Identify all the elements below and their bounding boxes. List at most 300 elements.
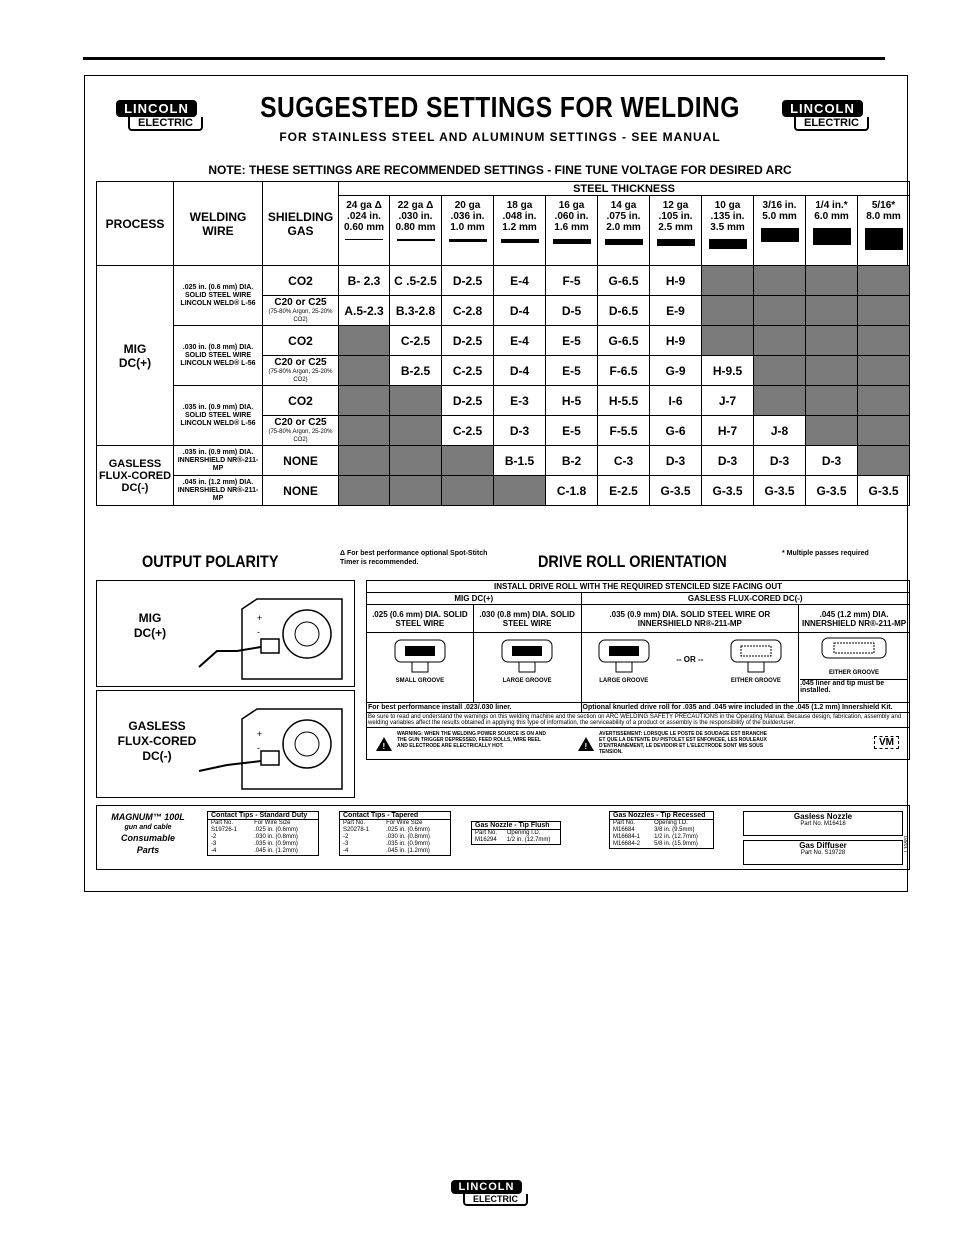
gas-c20-note: (75-80% Argon, 25-20% CO2) <box>268 429 333 443</box>
lincoln-logo-right <box>776 100 869 131</box>
setting-cell: B- 2.3 <box>339 266 390 296</box>
table-title: Gas Nozzles - Tip Recessed <box>610 812 714 820</box>
gauge-l3: 2.0 mm <box>606 222 641 233</box>
polarity-gasless-label: GASLESS FLUX-CORED DC(-) <box>117 719 197 763</box>
gas-c20-note: (75-80% Argon, 25-20% CO2) <box>268 369 333 383</box>
setting-cell <box>858 326 910 356</box>
parts-line3: Consumable <box>120 833 175 843</box>
gauge-header <box>650 196 702 266</box>
wire-cell: .030 in. (0.8 mm) DIA. SOLID STEEL WIRE LINCOLN WELD® L-56 <box>174 326 263 386</box>
drive-col-025: .025 (0.6 mm) DIA. SOLID STEEL WIRE <box>367 605 474 633</box>
setting-cell <box>858 266 910 296</box>
consumable-parts-panel <box>96 805 910 870</box>
page-title: SUGGESTED SETTINGS FOR WELDING <box>260 92 740 124</box>
gauge-header <box>754 196 806 266</box>
col-part-no: Part No. <box>475 830 498 836</box>
gauge-l2: 8.0 mm <box>866 211 901 222</box>
setting-cell <box>702 326 754 356</box>
gasless-nozzle-part: Part No. M16418 <box>800 821 846 827</box>
parts-cell: M16684-1 <box>613 834 641 840</box>
logo-text-bottom: ELECTRIC <box>128 117 203 131</box>
groove-label: EITHER GROOVE <box>730 678 781 684</box>
header-wire: WELDING WIRE <box>174 182 263 266</box>
gas-cell: CO2 <box>263 386 339 416</box>
setting-cell <box>754 266 806 296</box>
setting-cell: C-2.8 <box>442 296 494 326</box>
setting-cell: G-6.5 <box>598 266 650 296</box>
setting-cell <box>754 326 806 356</box>
polarity-gasless-panel <box>96 690 355 798</box>
col-part-no: Part No. <box>613 820 636 826</box>
thickness-bar <box>865 228 903 250</box>
polarity-mig-label: MIG DC(+) <box>133 611 167 640</box>
setting-cell: G-3.5 <box>650 476 702 506</box>
warning-label: WARNING: <box>397 731 423 737</box>
parts-row <box>208 848 319 856</box>
setting-cell: F-5.5 <box>598 416 650 446</box>
setting-cell: D-3 <box>806 446 858 476</box>
drive-col-030: .030 (0.8 mm) DIA. SOLID STEEL WIRE <box>473 605 581 633</box>
setting-cell: H-9 <box>650 266 702 296</box>
process-gasless: GASLESS FLUX-CORED DC(-) <box>97 446 174 506</box>
avert-label: AVERTISSEMENT: <box>599 731 643 737</box>
gauge-l1: 22 ga Δ <box>397 200 434 211</box>
drive-roll-img-large <box>473 633 581 703</box>
groove-label: LARGE GROOVE <box>599 678 649 684</box>
thickness-bar <box>397 239 435 241</box>
setting-cell: J-8 <box>754 416 806 446</box>
gauge-l3: 1.6 mm <box>554 222 589 233</box>
setting-cell: H-5 <box>546 386 598 416</box>
or-separator: -- OR -- <box>676 655 704 664</box>
svg-text:!: ! <box>584 742 588 751</box>
setting-cell: G-3.5 <box>858 476 910 506</box>
setting-cell <box>702 296 754 326</box>
gauge-l1: 14 ga <box>610 200 637 211</box>
gauge-l2: .060 in. <box>554 211 589 222</box>
output-polarity-title: OUTPUT POLARITY <box>142 552 279 571</box>
setting-cell <box>806 386 858 416</box>
drive-roll-icon <box>726 634 786 676</box>
thickness-bar <box>761 228 799 242</box>
setting-cell <box>806 266 858 296</box>
setting-cell: E-5 <box>546 326 598 356</box>
setting-cell: J-7 <box>702 386 754 416</box>
drive-roll-icon <box>497 634 557 676</box>
gas-diffuser-part: Part No. S19728 <box>800 850 846 856</box>
table-body <box>610 827 714 849</box>
gauge-l3: 0.80 mm <box>395 222 436 233</box>
gasless-nozzle-title: Gasless Nozzle <box>793 812 853 821</box>
svg-text:-: - <box>257 743 260 753</box>
logo-text-bottom: ELECTRIC <box>463 1194 528 1206</box>
setting-cell: C-3 <box>598 446 650 476</box>
drive-roll-icon <box>594 634 654 676</box>
parts-cell: .045 in. (1.2mm) <box>386 848 430 854</box>
gasless-nozzle-box <box>743 811 903 836</box>
col-part-no: Part No. <box>211 820 234 826</box>
setting-cell <box>339 356 390 386</box>
settings-row <box>97 476 910 506</box>
setting-cell <box>858 416 910 446</box>
drive-roll-img-035 <box>581 633 799 703</box>
parts-row <box>340 834 451 841</box>
parts-line2: gun and cable <box>124 824 172 831</box>
parts-row <box>208 834 319 841</box>
thickness-bar <box>709 239 747 249</box>
parts-cell: 1/2 in. (12.7mm) <box>654 834 698 840</box>
col-wire-size: For Wire Size <box>386 820 423 826</box>
parts-cell: 3/8 in. (9.5mm) <box>654 827 695 833</box>
setting-cell <box>754 296 806 326</box>
contact-tips-tapered-table <box>339 811 451 856</box>
setting-cell: E-2.5 <box>598 476 650 506</box>
vm-mark: VM <box>874 736 899 749</box>
setting-cell <box>339 416 390 446</box>
table-body <box>208 827 319 856</box>
setting-cell <box>806 356 858 386</box>
groove-label: SMALL GROOVE <box>395 678 445 684</box>
multiple-passes-note: * Multiple passes required <box>782 550 869 557</box>
setting-cell <box>702 266 754 296</box>
wire-cell: .025 in. (0.6 mm) DIA. SOLID STEEL WIRE LINCOLN WELD® L-56 <box>174 266 263 326</box>
gauge-l3: 3.5 mm <box>710 222 745 233</box>
table-title: Contact Tips - Tapered <box>340 812 451 820</box>
spot-stitch-footnote: Δ For best performance optional Spot-Stitch Timer is recommended. <box>340 550 488 566</box>
settings-row <box>97 446 910 476</box>
settings-row <box>97 326 910 356</box>
parts-cell: S19726-1 <box>211 827 238 833</box>
col-opening: Opening I.D. <box>654 820 688 826</box>
parts-cell: S20278-1 <box>343 827 370 833</box>
gas-c20-note: (75-80% Argon, 25-20% CO2) <box>268 309 333 323</box>
thickness-bar <box>345 239 383 240</box>
gauge-l2: .024 in. <box>347 211 381 222</box>
parts-cell: .025 in. (0.6mm) <box>386 827 430 833</box>
setting-cell <box>806 416 858 446</box>
settings-row <box>97 386 910 416</box>
setting-cell: C-2.5 <box>442 356 494 386</box>
table-title: Contact Tips - Standard Duty <box>208 812 319 820</box>
setting-cell <box>390 416 442 446</box>
lincoln-logo-footer <box>445 1180 528 1206</box>
gauge-l1: 18 ga <box>506 200 533 211</box>
gas-cell <box>263 416 339 446</box>
groove-label: EITHER GROOVE <box>829 670 880 676</box>
parts-cell: -4 <box>343 848 349 854</box>
setting-cell: B-2 <box>546 446 598 476</box>
drive-col-035: .035 (0.9 mm) DIA. SOLID STEEL WIRE OR INNERSHIELD NR®-211-MP <box>581 605 799 633</box>
welder-diagram-mig <box>197 589 347 683</box>
thickness-bar <box>657 239 695 246</box>
gas-c20: C20 or C25 <box>274 357 327 368</box>
polarity-mig-panel <box>96 580 355 687</box>
drive-roll-title: DRIVE ROLL ORIENTATION <box>538 552 727 571</box>
setting-cell: D-2.5 <box>442 386 494 416</box>
gauge-l1: 12 ga <box>662 200 689 211</box>
wire-cell: .045 in. (1.2 mm) DIA. INNERSHIELD NR®-211-MP <box>174 476 263 506</box>
knurled-roll-note: Optional knurled drive roll for .035 and .045 wire included in the .045 (1.2 mm) Innershield Kit. <box>581 703 909 713</box>
parts-row <box>340 827 451 834</box>
parts-cell: M16294 <box>475 837 497 843</box>
gauge-header <box>494 196 546 266</box>
setting-cell: C-2.5 <box>390 326 442 356</box>
gauge-l3: 1.0 mm <box>450 222 485 233</box>
setting-cell: I-6 <box>650 386 702 416</box>
gauge-l2: 6.0 mm <box>814 211 849 222</box>
setting-cell <box>754 356 806 386</box>
header-process: PROCESS <box>97 182 174 266</box>
setting-cell: E-9 <box>650 296 702 326</box>
gauge-header <box>598 196 650 266</box>
setting-cell: E-4 <box>494 266 546 296</box>
setting-cell: E-5 <box>546 356 598 386</box>
gas-diffuser-box <box>743 840 903 865</box>
warning-strip <box>367 728 910 760</box>
gauge-l2: .105 in. <box>658 211 693 222</box>
gas-cell <box>263 296 339 326</box>
parts-row <box>610 841 714 849</box>
lincoln-logo-left <box>110 100 203 131</box>
gas-cell: CO2 <box>263 326 339 356</box>
gas-c20: C20 or C25 <box>274 417 327 428</box>
parts-cell: M16684 <box>613 827 635 833</box>
setting-cell: G-3.5 <box>702 476 754 506</box>
drive-col-045: .045 (1.2 mm) DIA. INNERSHIELD NR®-211-MP <box>799 605 910 633</box>
gas-c20: C20 or C25 <box>274 297 327 308</box>
thickness-bar <box>553 239 591 244</box>
logo-text-bottom: ELECTRIC <box>794 117 869 131</box>
thickness-bar <box>501 239 539 243</box>
parts-row <box>208 827 319 834</box>
gauge-l2: .075 in. <box>606 211 641 222</box>
gauge-l2: .036 in. <box>450 211 485 222</box>
parts-cell: .030 in. (0.8mm) <box>254 834 298 840</box>
gauge-l2: .135 in. <box>710 211 745 222</box>
setting-cell: G-9 <box>650 356 702 386</box>
gauge-l1: 5/16* <box>871 200 896 211</box>
setting-cell <box>339 476 390 506</box>
logo-text-top: LINCOLN <box>782 100 863 117</box>
gas-nozzle-recessed-table <box>609 811 714 849</box>
drive-roll-table <box>366 580 910 760</box>
parts-cell: M16684-2 <box>613 841 641 847</box>
gas-nozzle-flush-table <box>471 821 561 845</box>
gauge-l2: .030 in. <box>398 211 433 222</box>
parts-cell: .030 in. (0.8mm) <box>386 834 430 840</box>
drive-roll-icon <box>814 634 894 668</box>
setting-cell: C .5-2.5 <box>390 266 442 296</box>
svg-text:+: + <box>257 729 263 739</box>
setting-cell: H-7 <box>702 416 754 446</box>
parts-cell: .025 in. (0.6mm) <box>254 827 298 833</box>
part-code: L10881 <box>904 835 910 852</box>
setting-cell: C-2.5 <box>442 416 494 446</box>
gas-cell: CO2 <box>263 266 339 296</box>
setting-cell: G-3.5 <box>806 476 858 506</box>
parts-cell: .035 in. (0.9mm) <box>386 841 430 847</box>
warning-paragraph: Be sure to read and understand the warnings on this welding machine and the section on ARC WELDING SAFETY PRECAUTIONS in the Operating Manual. Because design, fabrication, assembly and welding variables affect the results obtained in applying this type of information, the serviceability of a product or assembly is the responsibility of the builder/user. <box>367 713 910 728</box>
parts-cell: -2 <box>343 834 349 840</box>
setting-cell <box>339 446 390 476</box>
setting-cell: D-2.5 <box>442 326 494 356</box>
parts-cell: -3 <box>211 841 217 847</box>
setting-cell: G-3.5 <box>754 476 806 506</box>
setting-cell <box>806 296 858 326</box>
parts-row <box>340 841 451 848</box>
avert-text: LORSQUE LE POSTE DE SOUDAGE EST BRANCHE ET QUE LA DETENTE DU PISTOLET EST ENFONCEE, LES ROULEAUX D'ENTRAINEMENT, LE DEVIDOIR ET L'ELECTRODE SONT MIS SOUS TENSION. <box>599 731 767 755</box>
parts-cell: 5/8 in. (15.9mm) <box>654 841 698 847</box>
gauge-l1: 24 ga Δ <box>346 200 382 211</box>
parts-cell: -4 <box>211 848 217 854</box>
gauge-l2: 5.0 mm <box>762 211 797 222</box>
drive-roll-icon <box>390 634 450 676</box>
gauge-l1: 16 ga <box>558 200 585 211</box>
warning-triangle-icon <box>577 736 595 752</box>
col-wire-size: For Wire Size <box>254 820 291 826</box>
parts-cell: 1/2 in. (12.7mm) <box>506 837 551 843</box>
gauge-l3: 2.5 mm <box>658 222 693 233</box>
setting-cell: E-5 <box>546 416 598 446</box>
col-opening: Opening I.D. <box>506 830 541 836</box>
gauge-l1: 20 ga <box>454 200 481 211</box>
gauge-l1: 1/4 in.* <box>815 200 848 211</box>
setting-cell <box>390 446 442 476</box>
parts-row <box>208 841 319 848</box>
gauge-l1: 3/16 in. <box>762 200 797 211</box>
gauge-header <box>442 196 494 266</box>
setting-cell: B-1.5 <box>494 446 546 476</box>
parts-line4: Parts <box>136 845 160 855</box>
setting-cell: H-9 <box>650 326 702 356</box>
setting-cell: F-5 <box>546 266 598 296</box>
setting-cell <box>442 446 494 476</box>
gauge-header <box>546 196 598 266</box>
setting-cell: D-3 <box>494 416 546 446</box>
setting-cell: D-4 <box>494 296 546 326</box>
parts-row <box>610 827 714 834</box>
logo-text-top: LINCOLN <box>451 1180 523 1194</box>
wire-cell: .035 in. (0.9 mm) DIA. SOLID STEEL WIRE LINCOLN WELD® L-56 <box>174 386 263 446</box>
thickness-bar <box>449 239 487 242</box>
parts-cell: .045 in. (1.2mm) <box>254 848 298 854</box>
setting-cell: G-6 <box>650 416 702 446</box>
warning-french <box>599 731 769 755</box>
parts-row <box>472 837 561 845</box>
gauge-l3: 0.60 mm <box>343 222 385 233</box>
setting-cell: H-9.5 <box>702 356 754 386</box>
setting-cell: D-2.5 <box>442 266 494 296</box>
table-title: Gas Nozzle - Tip Flush <box>472 822 561 830</box>
top-rule <box>83 57 885 60</box>
header-gas: SHIELDING GAS <box>263 182 339 266</box>
setting-cell: B.3-2.8 <box>390 296 442 326</box>
setting-cell <box>858 356 910 386</box>
gas-cell: NONE <box>263 476 339 506</box>
header-steel-thickness: STEEL THICKNESS <box>339 182 910 196</box>
wire-cell: .035 in. (0.9 mm) DIA. INNERSHIELD NR®-211-MP <box>174 446 263 476</box>
welder-diagram-gasless <box>197 699 347 793</box>
setting-cell: C-1.8 <box>546 476 598 506</box>
liner-045-note: .045 liner and tip must be installed. <box>800 679 908 694</box>
setting-cell: D-6.5 <box>598 296 650 326</box>
gauge-header <box>339 196 390 266</box>
gauge-header <box>858 196 910 266</box>
parts-row <box>610 834 714 841</box>
warning-english <box>397 731 547 749</box>
setting-cell <box>442 476 494 506</box>
setting-cell: F-6.5 <box>598 356 650 386</box>
gauge-l1: 10 ga <box>714 200 741 211</box>
parts-cell: -2 <box>211 834 217 840</box>
gauge-l3: 1.2 mm <box>502 222 537 233</box>
drive-gasless-header: GASLESS FLUX-CORED DC(-) <box>581 593 909 605</box>
setting-cell: H-5.5 <box>598 386 650 416</box>
setting-cell: E-4 <box>494 326 546 356</box>
setting-cell <box>390 386 442 416</box>
settings-note: NOTE: THESE SETTINGS ARE RECOMMENDED SETTINGS - FINE TUNE VOLTAGE FOR DESIRED ARC <box>208 163 792 177</box>
gas-cell <box>263 356 339 386</box>
drive-install-header: INSTALL DRIVE ROLL WITH THE REQUIRED STENCILED SIZE FACING OUT <box>367 581 910 593</box>
setting-cell <box>858 296 910 326</box>
setting-cell <box>754 386 806 416</box>
table-body <box>472 837 561 845</box>
gauge-header <box>702 196 754 266</box>
welding-settings-table <box>96 181 910 506</box>
best-performance-note: For best performance install .023/.030 liner. <box>367 703 582 713</box>
gauge-l2: .048 in. <box>502 211 537 222</box>
setting-cell <box>494 476 546 506</box>
gas-diffuser-title: Gas Diffuser <box>799 841 847 850</box>
logo-text-top: LINCOLN <box>116 100 197 117</box>
drive-roll-img-small <box>367 633 474 703</box>
drive-roll-img-045 <box>799 633 910 703</box>
warning-triangle-icon <box>375 736 393 752</box>
table-body <box>340 827 451 856</box>
setting-cell: D-4 <box>494 356 546 386</box>
setting-cell: G-6.5 <box>598 326 650 356</box>
setting-cell: E-3 <box>494 386 546 416</box>
page-subtitle: FOR STAINLESS STEEL AND ALUMINUM SETTINGS - SEE MANUAL <box>279 130 721 144</box>
setting-cell <box>858 386 910 416</box>
drive-mig-header: MIG DC(+) <box>367 593 582 605</box>
setting-cell <box>339 386 390 416</box>
setting-cell: A.5-2.3 <box>339 296 390 326</box>
parts-row <box>340 848 451 856</box>
setting-cell: B-2.5 <box>390 356 442 386</box>
gauge-header <box>390 196 442 266</box>
setting-cell: D-3 <box>754 446 806 476</box>
process-mig: MIG DC(+) <box>97 266 174 446</box>
svg-text:-: - <box>257 627 260 637</box>
parts-label <box>103 812 193 855</box>
setting-cell: D-3 <box>702 446 754 476</box>
setting-cell <box>390 476 442 506</box>
parts-product-name: MAGNUM™ 100L <box>111 812 185 822</box>
gauge-header <box>806 196 858 266</box>
setting-cell: D-3 <box>650 446 702 476</box>
setting-cell: D-5 <box>546 296 598 326</box>
thickness-bar <box>605 239 643 245</box>
col-part-no: Part No. <box>343 820 366 826</box>
groove-label: LARGE GROOVE <box>502 678 552 684</box>
setting-cell <box>339 326 390 356</box>
svg-text:+: + <box>257 613 263 623</box>
setting-cell <box>858 446 910 476</box>
svg-text:!: ! <box>382 742 386 751</box>
gas-cell: NONE <box>263 446 339 476</box>
warning-text: WHEN THE WELDING POWER SOURCE IS ON AND THE GUN TRIGGER DEPRESSED, FEED ROLLS, WIRE REEL AND ELECTRODE ARE ELECTRICALLY HOT. <box>397 731 546 749</box>
